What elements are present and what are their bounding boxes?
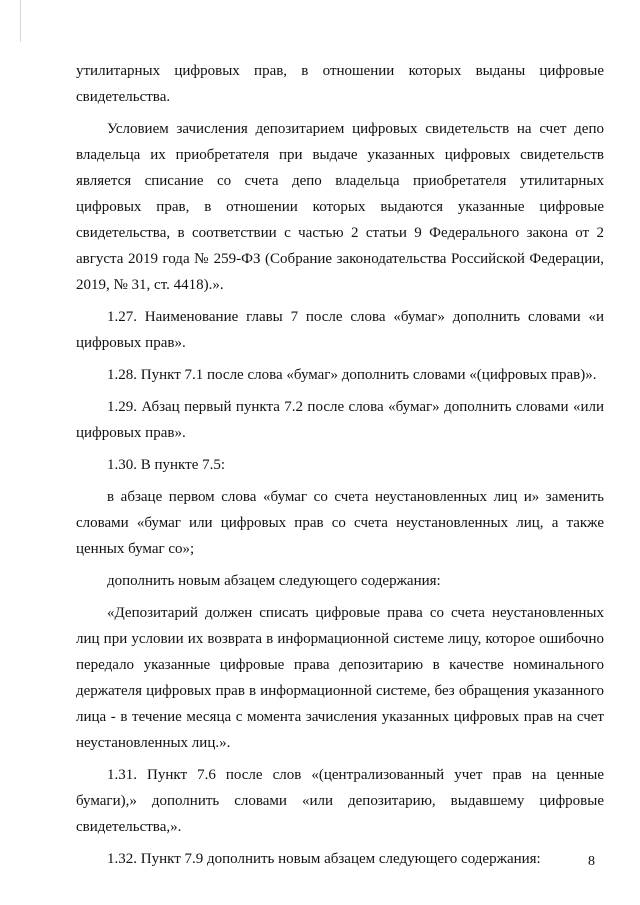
paragraph-depository-obligation: «Депозитарий должен списать цифровые права со счета неустановленных лиц при условии их возврата в информационной системе лицу, которое ошибочно передало указанные цифровые права депозитарию в качестве номинального держателя цифровых прав в информационной системе, без обращения указанного лица - в течение месяца с момента зачисления указанных цифровых прав на счет неустановленных лиц.».	[76, 605, 604, 751]
document-body	[76, 58, 604, 878]
scan-margin-mark	[20, 0, 21, 42]
paragraph-continuation: утилитарных цифровых прав, в отношении которых выданы цифровые свидетельства.	[76, 63, 604, 105]
paragraph-1-32: 1.32. Пункт 7.9 дополнить новым абзацем следующего содержания:	[107, 851, 541, 867]
paragraph-1-31: 1.31. Пункт 7.6 после слов «(централизованный учет прав на ценные бумаги),» дополнить словами «или депозитарию, выдавшему цифровые свидетельства,».	[76, 767, 604, 835]
paragraph-1-30-first-change: в абзаце первом слова «бумаг со счета неустановленных лиц и» заменить словами «бумаг или цифровых прав со счета неустановленных лиц, а также ценных бумаг со»;	[76, 489, 604, 557]
paragraph-1-30-new-paragraph-intro: дополнить новым абзацем следующего содержания:	[107, 573, 441, 589]
paragraph-1-30: 1.30. В пункте 7.5:	[107, 457, 226, 473]
paragraph-digital-certificates-condition: Условием зачисления депозитарием цифровых свидетельств на счет депо владельца их приобретателя при выдаче указанных цифровых свидетельств является списание со счета депо владельца приобретателя утилитарных цифровых прав, в отношении которых выдаются указанные цифровые свидетельства, в соответствии с частью 2 статьи 9 Федерального закона от 2 августа 2019 года № 259-ФЗ (Собрание законодательства Российской Федерации, 2019, № 31, ст. 4418).».	[76, 121, 604, 293]
page-number: 8	[588, 854, 595, 869]
paragraph-1-29: 1.29. Абзац первый пункта 7.2 после слова «бумаг» дополнить словами «или цифровых прав».	[76, 399, 604, 441]
paragraph-1-28: 1.28. Пункт 7.1 после слова «бумаг» дополнить словами «(цифровых прав)».	[107, 367, 597, 383]
paragraph-1-27: 1.27. Наименование главы 7 после слова «бумаг» дополнить словами «и цифровых прав».	[76, 309, 604, 351]
